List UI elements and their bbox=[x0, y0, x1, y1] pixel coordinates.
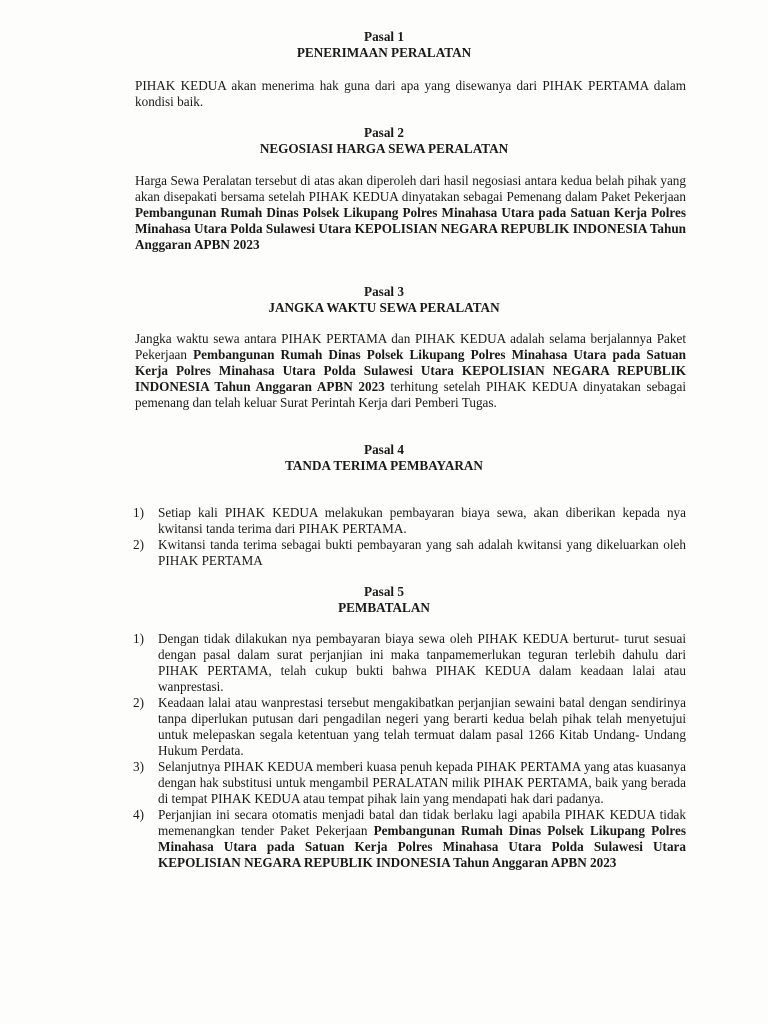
list-item bbox=[133, 537, 686, 569]
pasal-4-subtitle: TANDA TERIMA PEMBAYARAN bbox=[285, 458, 483, 473]
list-item-number: 3) bbox=[133, 759, 144, 774]
list-item-text bbox=[158, 807, 686, 871]
list-item-number: 1) bbox=[133, 505, 144, 520]
list-item bbox=[133, 807, 686, 871]
pasal-3-title: Pasal 3 bbox=[364, 284, 404, 299]
pasal-3-body-tail: terhitung setelah PIHAK KEDUA dinyatakan sebagai pemenang dan telah keluar Surat Perintah Kerja dari Pemberi Tugas. bbox=[135, 379, 686, 410]
list-item-text-bold: Pembangunan Rumah Dinas Polsek Likupang Polres Minahasa Utara pada Satuan Kerja Polres Minahasa Utara Polda Sulawesi Utara KEPOLISIAN NEGARA REPUBLIK INDONESIA Tahun Anggaran APBN 2023 bbox=[158, 823, 686, 870]
pasal-2-body bbox=[135, 173, 686, 253]
list-item bbox=[133, 631, 686, 695]
list-item-text: Keadaan lalai atau wanprestasi tersebut mengakibatkan perjanjian sewaini batal dengan sendirinya tanpa diperlukan putusan dari pengadilan negeri yang berarti kedua belah pihak telah menyetujui untuk melepaskan segala ketentuan yang telah termuat dalam pasal 1266 Kitab Undang- Undang Hukum Perdata. bbox=[158, 695, 686, 758]
list-item bbox=[133, 695, 686, 759]
pasal-3-subtitle: JANGKA WAKTU SEWA PERALATAN bbox=[268, 300, 500, 315]
pasal-4-title: Pasal 4 bbox=[364, 442, 404, 457]
pasal-3-heading bbox=[0, 284, 768, 316]
pasal-2-subtitle: NEGOSIASI HARGA SEWA PERALATAN bbox=[259, 141, 509, 156]
pasal-2-body-plain: Harga Sewa Peralatan tersebut di atas akan diperoleh dari hasil negosiasi antara kedua belah pihak yang akan disepakati bersama setelah PIHAK KEDUA dinyatakan sebagai Pemenang dalam Paket Pekerjaan bbox=[135, 173, 686, 204]
list-item-text: Kwitansi tanda terima sebagai bukti pembayaran yang sah adalah kwitansi yang dikeluarkan oleh PIHAK PERTAMA bbox=[158, 537, 686, 568]
list-item-number: 2) bbox=[133, 695, 144, 710]
list-item-text-plain: Perjanjian ini secara otomatis menjadi batal dan tidak berlaku lagi apabila PIHAK KEDUA tidak memenangkan tender Paket Pekerjaan bbox=[158, 807, 686, 838]
pasal-3-body-bold: Pembangunan Rumah Dinas Polsek Likupang Polres Minahasa Utara pada Satuan Kerja Polres Minahasa Utara Polda Sulawesi Utara KEPOLISIAN NEGARA REPUBLIK INDONESIA Tahun Anggaran APBN 2023 bbox=[135, 347, 686, 394]
list-item-number: 1) bbox=[133, 631, 144, 646]
list-item-text: Dengan tidak dilakukan nya pembayaran biaya sewa oleh PIHAK KEDUA berturut- turut sesuai dengan pasal dalam surat perjanjian ini maka tanpamemerlukan teguran terlebih dahulu dari PIHAK PERTAMA, telah cukup bukti bahwa PIHAK KEDUA dalam keadaan lalai atau wanprestasi. bbox=[158, 631, 686, 694]
pasal-1-subtitle: PENERIMAAN PERALATAN bbox=[296, 45, 472, 60]
list-item bbox=[133, 759, 686, 807]
pasal-2-heading bbox=[0, 125, 768, 157]
pasal-1-body: PIHAK KEDUA akan menerima hak guna dari apa yang disewanya dari PIHAK PERTAMA dalam kondisi baik. bbox=[135, 78, 686, 109]
pasal-3-body bbox=[135, 331, 686, 411]
list-item bbox=[133, 505, 686, 537]
pasal-4-heading bbox=[0, 442, 768, 474]
list-item-number: 2) bbox=[133, 537, 144, 552]
list-item-number: 4) bbox=[133, 807, 144, 822]
list-item-text: Selanjutnya PIHAK KEDUA memberi kuasa penuh kepada PIHAK PERTAMA yang atas kuasanya dengan hak substitusi untuk mengambil PERALATAN milik PIHAK PERTAMA, baik yang berada di tempat PIHAK KEDUA atau tempat pihak lain yang mendapati hak dari padanya. bbox=[158, 759, 686, 806]
pasal-5-heading bbox=[0, 584, 768, 616]
pasal-1-heading bbox=[0, 29, 768, 61]
pasal-3-body-plain: Jangka waktu sewa antara PIHAK PERTAMA dan PIHAK KEDUA adalah selama berjalannya Paket Pekerjaan bbox=[135, 331, 686, 362]
pasal-5-subtitle: PEMBATALAN bbox=[338, 600, 430, 615]
pasal-5-list bbox=[133, 631, 686, 871]
pasal-5-title: Pasal 5 bbox=[364, 584, 404, 599]
pasal-1-title: Pasal 1 bbox=[364, 29, 404, 44]
pasal-2-title: Pasal 2 bbox=[364, 125, 404, 140]
pasal-4-list bbox=[133, 505, 686, 569]
list-item-text: Setiap kali PIHAK KEDUA melakukan pembayaran biaya sewa, akan diberikan kepada nya kwitansi tanda terima dari PIHAK PERTAMA. bbox=[158, 505, 686, 536]
pasal-2-body-bold: Pembangunan Rumah Dinas Polsek Likupang Polres Minahasa Utara pada Satuan Kerja Polres Minahasa Utara Polda Sulawesi Utara KEPOLISIAN NEGARA REPUBLIK INDONESIA Tahun Anggaran APBN 2023 bbox=[135, 205, 686, 252]
